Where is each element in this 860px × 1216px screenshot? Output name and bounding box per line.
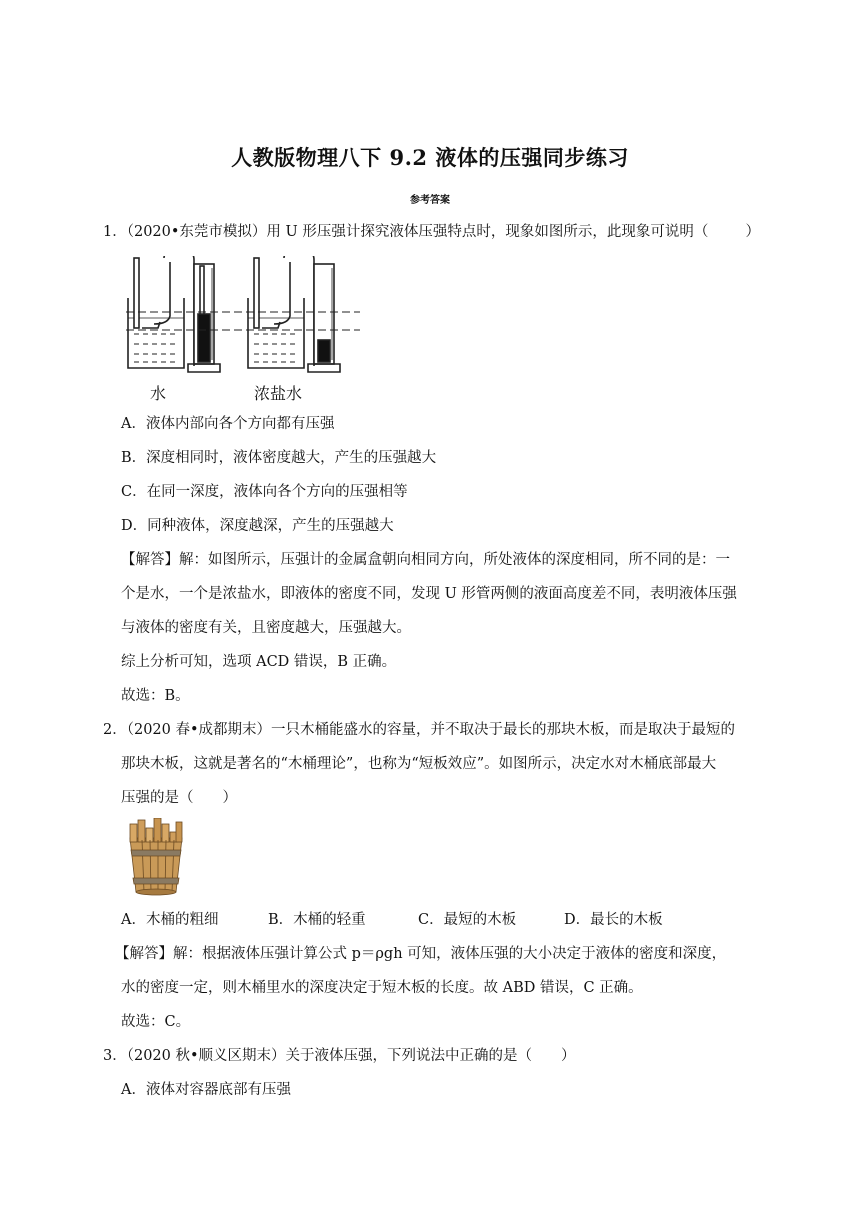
q1-stem-close: ） <box>745 224 760 240</box>
q2-answer-line: 【解答】解：根据液体压强计算公式 p＝ρgh 可知，液体压强的大小决定于液体的密度和深度， <box>115 946 727 962</box>
figure-label-brine: 浓盐水 <box>254 384 303 403</box>
q3-option-a: A．液体对容器底部有压强 <box>121 1082 291 1098</box>
q2-answer-line: 故选：C。 <box>121 1014 191 1030</box>
q1-option-b: B．深度相同时，液体密度越大，产生的压强越大 <box>121 450 437 466</box>
answer-key-label: 参考答案 <box>410 195 450 206</box>
q2-option-d: D．最长的木板 <box>564 912 663 928</box>
q1-answer-line: 综上分析可知，选项 ACD 错误，B 正确。 <box>121 654 397 670</box>
manometer-figure <box>124 256 364 378</box>
q3-stem: 3．（2020 秋•顺义区期末）关于液体压强，下列说法中正确的是（ ） <box>103 1048 576 1064</box>
q2-stem: 2．（2020 春•成都期末）一只木桶能盛水的容量，并不取决于最长的那块木板，而是取决于最短的 <box>103 722 736 738</box>
figure-label-water: 水 <box>150 384 167 403</box>
q2-stem: 那块木板，这就是著名的“木桶理论”，也称为“短板效应”。如图所示，决定水对木桶底部最大 <box>121 756 717 772</box>
q1-answer-line: 与液体的密度有关，且密度越大，压强越大。 <box>121 620 411 636</box>
q1-answer-line: 【解答】解：如图所示，压强计的金属盒朝向相同方向，所处液体的深度相同，所不同的是：一 <box>121 552 730 568</box>
wooden-bucket-image <box>124 818 188 896</box>
q2-stem: 压强的是（ ） <box>121 790 237 806</box>
q2-option-a: A．木桶的粗细 <box>121 912 219 928</box>
manometer-diagram <box>124 256 364 374</box>
page-title: 人教版物理八下 9.2 液体的压强同步练习 <box>231 145 629 170</box>
q2-answer-line: 水的密度一定，则木桶里水的深度决定于短木板的长度。故 ABD 错误，C 正确。 <box>121 980 643 996</box>
q2-option-c: C．最短的木板 <box>418 912 517 928</box>
q1-stem: 1．（2020•东莞市模拟）用 U 形压强计探究液体压强特点时，现象如图所示，此现象可说明（ <box>103 224 709 240</box>
wooden-bucket-figure <box>124 818 188 900</box>
q1-answer-line: 故选：B。 <box>121 688 190 704</box>
q1-option-d: D．同种液体，深度越深，产生的压强越大 <box>121 518 394 534</box>
q1-option-c: C．在同一深度，液体向各个方向的压强相等 <box>121 484 408 500</box>
q2-option-b: B．木桶的轻重 <box>268 912 366 928</box>
q1-answer-line: 个是水，一个是浓盐水，即液体的密度不同，发现 U 形管两侧的液面高度差不同，表明液体压强 <box>121 586 737 602</box>
q1-option-a: A．液体内部向各个方向都有压强 <box>121 416 335 432</box>
